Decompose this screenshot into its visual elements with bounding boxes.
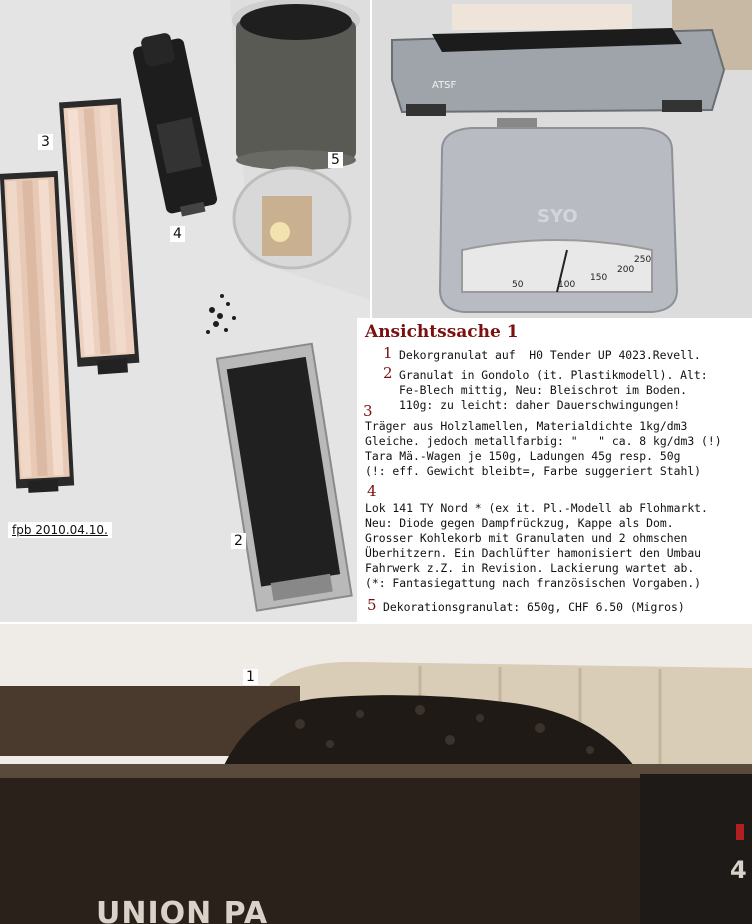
cup-lid [234, 168, 350, 268]
granulate-cup [232, 0, 360, 170]
section-3-line-3: Tara Mä.-Wagen je 150g, Ladungen 45g resp. 50g [365, 449, 681, 463]
photo-caption: fpb 2010.04.10. [8, 522, 112, 538]
section-5-line-1: Dekorationsgranulat: 650g, CHF 6.50 (Migros) [383, 600, 685, 614]
scale-tick-100: 100 [558, 280, 576, 290]
locomotive-cab [640, 774, 752, 924]
section-4-line-4: Überhitzern. Ein Dachlüfter hamonisiert den Umbau [365, 546, 702, 560]
tender-closeup-drawing [0, 624, 752, 924]
background-wood-load [452, 4, 632, 30]
description-panel [357, 318, 752, 622]
photo-models-overview [0, 0, 370, 622]
section-4-line-5: Fahrwerk z.Z. in Revision. Lackierung wartet ab. [365, 561, 695, 575]
section-4-line-1: Lok 141 TY Nord * (ex it. Pl.-Modell ab Flohmarkt. [365, 501, 708, 515]
section-3-line-1: Träger aus Holzlamellen, Materialdichte 1kg/dm3 [365, 419, 688, 433]
section-1-line-1: Dekorgranulat auf H0 Tender UP 4023.Revell. [399, 348, 701, 362]
label-2: 2 [231, 533, 246, 549]
section-4-line-6: (*: Fantasiegattung nach französischen Vorgaben.) [365, 576, 702, 590]
section-3-number: 3 [363, 402, 373, 420]
cab-lamps [736, 824, 744, 840]
label-4: 4 [170, 226, 185, 242]
section-4-line-3: Grosser Kohlekorb mit Granulaten und 2 ohmschen [365, 531, 688, 545]
section-4-line-2: Neu: Diode gegen Dampfrückzug, Kappe als Dom. [365, 516, 674, 530]
section-3-line-2: Gleiche. jedoch metallfarbig: " " ca. 8 kg/dm3 (!) [365, 434, 722, 448]
label-3: 3 [38, 134, 53, 150]
label-1: 1 [243, 669, 258, 685]
section-2-line-1: Granulat in Gondolo (it. Plastikmodell). Alt: [399, 368, 708, 382]
tender-lettering: UNION PA [96, 896, 269, 924]
section-1-number: 1 [383, 344, 393, 362]
section-2-line-3: 110g: zu leicht: daher Dauerschwingungen! [399, 398, 681, 412]
section-3-line-4: (!: eff. Gewicht bleibt=, Farbe suggeriert Stahl) [365, 464, 702, 478]
scale-tick-50: 50 [512, 280, 524, 290]
photo-tender-closeup [0, 624, 752, 924]
section-5-number: 5 [367, 596, 377, 614]
scale-tick-200: 200 [617, 265, 635, 275]
kitchen-scale [440, 118, 677, 312]
scale-brand: SYO [537, 206, 578, 227]
photo-gondola-on-scale [372, 0, 752, 318]
gondola-marking: ATSF [432, 80, 457, 91]
description-title: Ansichtssache 1 [365, 322, 519, 342]
section-2-line-2: Fe-Blech mittig, Neu: Bleischrot im Boden. [399, 383, 688, 397]
gondola-on-scale [392, 28, 724, 116]
section-4-number: 4 [367, 482, 377, 500]
scale-tick-150: 150 [590, 273, 608, 283]
section-2-number: 2 [383, 364, 393, 382]
label-5: 5 [328, 152, 343, 168]
locomotive-number: 4 [730, 856, 747, 884]
scale-drawing [372, 0, 752, 318]
scale-tick-250: 250 [634, 255, 652, 265]
